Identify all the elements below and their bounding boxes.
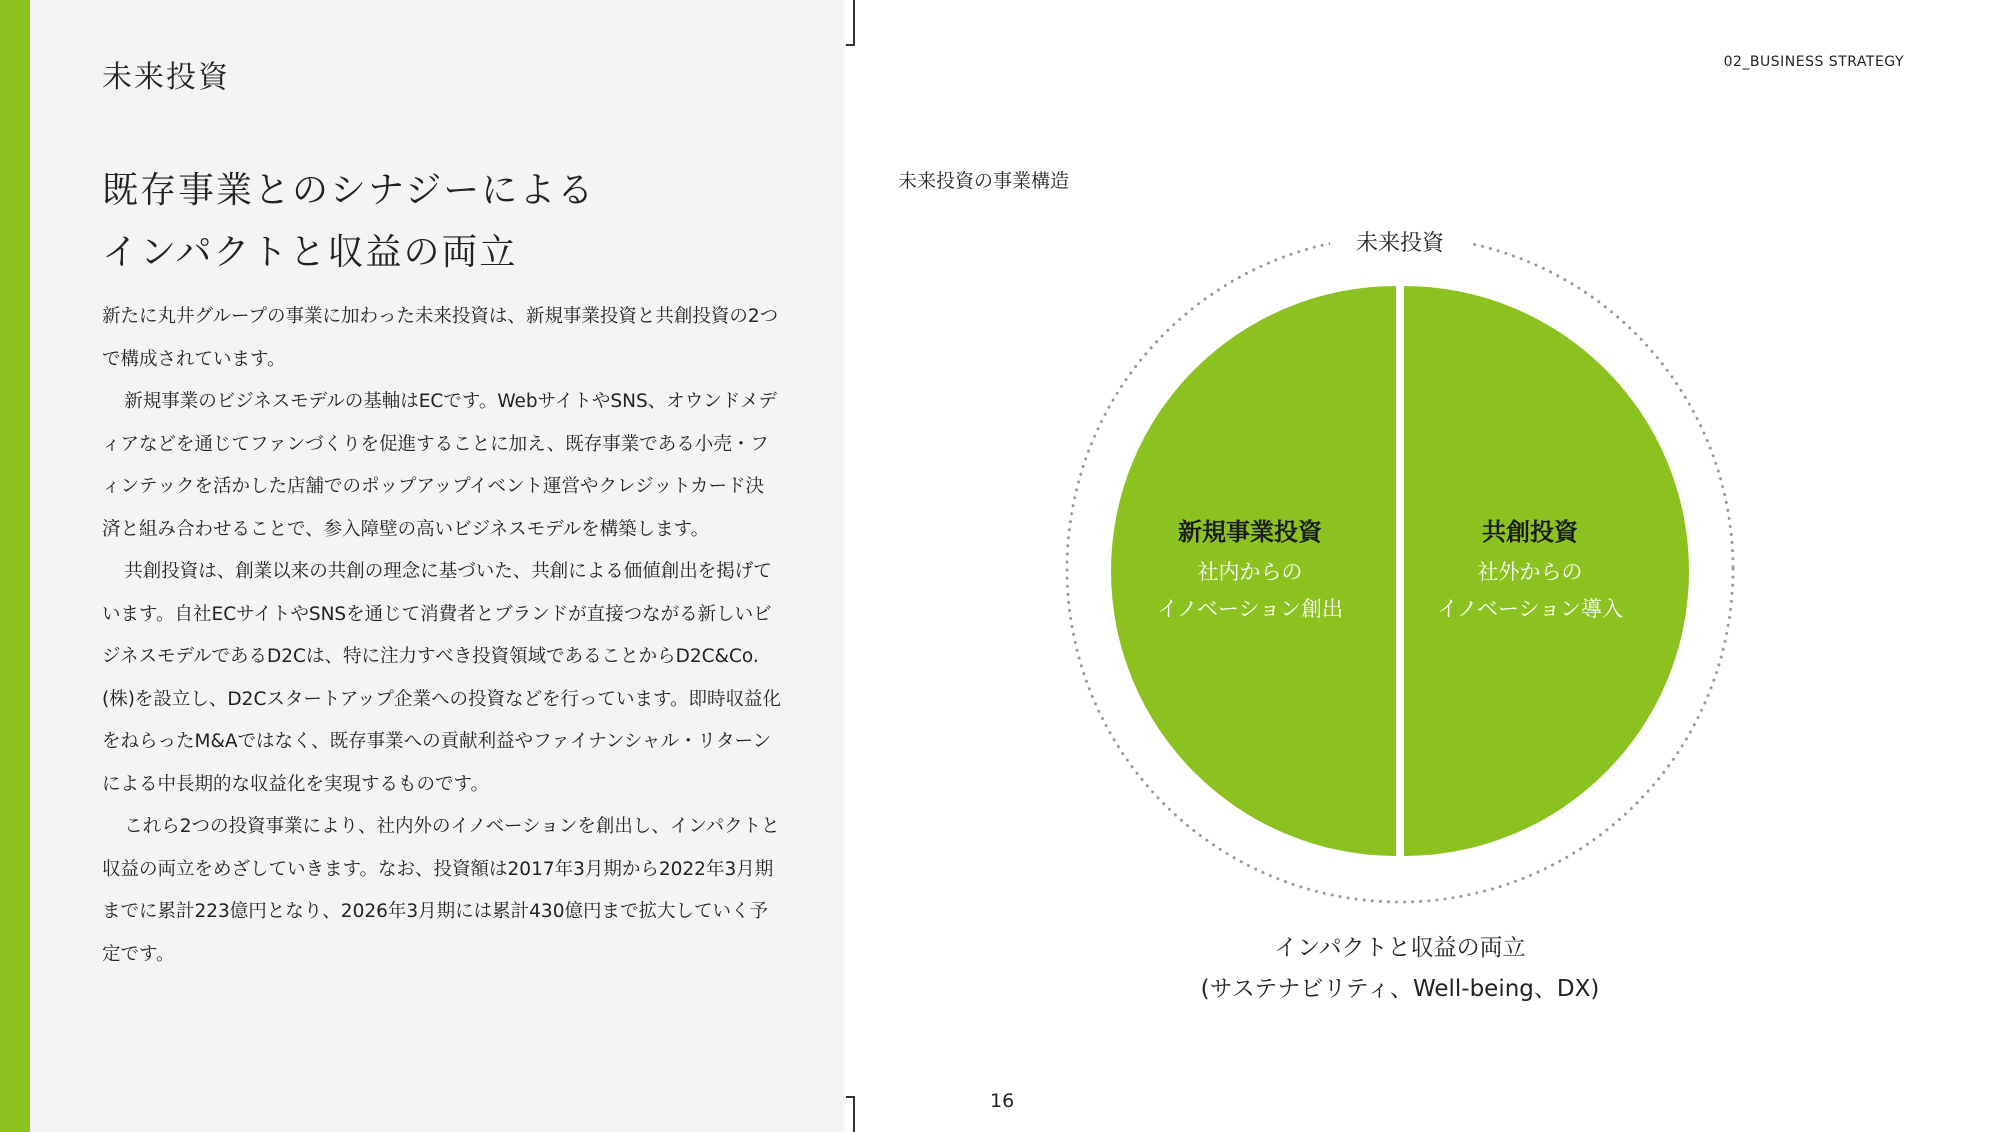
left-half-sub-1: 社内からの: [1197, 560, 1303, 584]
headline-line-2: インパクトと収益の両立: [102, 232, 518, 273]
body-paragraph: 新規事業のビジネスモデルの基軸はECです。WebサイトやSNS、オウンドメディアなどを通じてファンづくりを促進することに加え、既存事業である小売・フィンテックを活かした店舗でのポップアップイベント運営やクレジットカード決済と組み合わせることで、参入障壁の高いビジネスモデルを構築します。: [102, 391, 778, 540]
diagram-bottom-caption: [1160, 928, 1640, 1010]
left-half-title: 新規事業投資: [1178, 518, 1322, 546]
outer-label: 未来投資: [1330, 226, 1470, 257]
right-half-title: 共創投資: [1482, 518, 1578, 546]
right-half-sub-1: 社外からの: [1477, 560, 1583, 584]
right-half-label: [1420, 510, 1640, 628]
business-structure-diagram: [1060, 222, 1740, 922]
divider-tick-bottom: [846, 1096, 854, 1098]
page-label: 02_BUSINESS STRATEGY: [1723, 54, 1904, 70]
body-text: [102, 296, 782, 976]
section-title: 未来投資: [102, 60, 230, 95]
page-number: 16: [990, 1090, 1015, 1112]
right-half-sub-2: イノベーション導入: [1436, 597, 1624, 621]
body-paragraph: 新たに丸井グループの事業に加わった未来投資は、新規事業投資と共創投資の2つで構成されています。: [102, 306, 779, 370]
diagram-caption: 未来投資の事業構造: [898, 170, 1070, 192]
body-paragraph: これら2つの投資事業により、社内外のイノベーションを創出し、インパクトと収益の両立をめざしていきます。なお、投資額は2017年3月期から2022年3月期までに累計223億円となり、2026年3月期には累計430億円まで拡大していく予定です。: [102, 816, 780, 965]
left-half-sub-2: イノベーション創出: [1156, 597, 1344, 621]
divider-mark-top: [853, 0, 855, 46]
left-half-label: [1140, 510, 1360, 628]
accent-bar: [0, 0, 30, 1132]
divider-mark-bottom: [853, 1096, 855, 1132]
bottom-caption-line-1: インパクトと収益の両立: [1274, 935, 1526, 961]
headline: [102, 160, 595, 284]
bottom-caption-line-2: (サステナビリティ、Well-being、DX): [1200, 976, 1600, 1002]
divider-tick-top: [846, 44, 854, 46]
body-paragraph: 共創投資は、創業以来の共創の理念に基づいた、共創による価値創出を掲げています。自社ECサイトやSNSを通じて消費者とブランドが直接つながる新しいビジネスモデルであるD2Cは、特に注力すべき投資領域であることからD2C&Co.(株)を設立し、D2Cスタートアップ企業への投資などを行っています。即時収益化をねらったM&Aではなく、既存事業への貢献利益やファイナンシャル・リターンによる中長期的な収益化を実現するものです。: [102, 561, 782, 795]
headline-line-1: 既存事業とのシナジーによる: [102, 170, 596, 211]
